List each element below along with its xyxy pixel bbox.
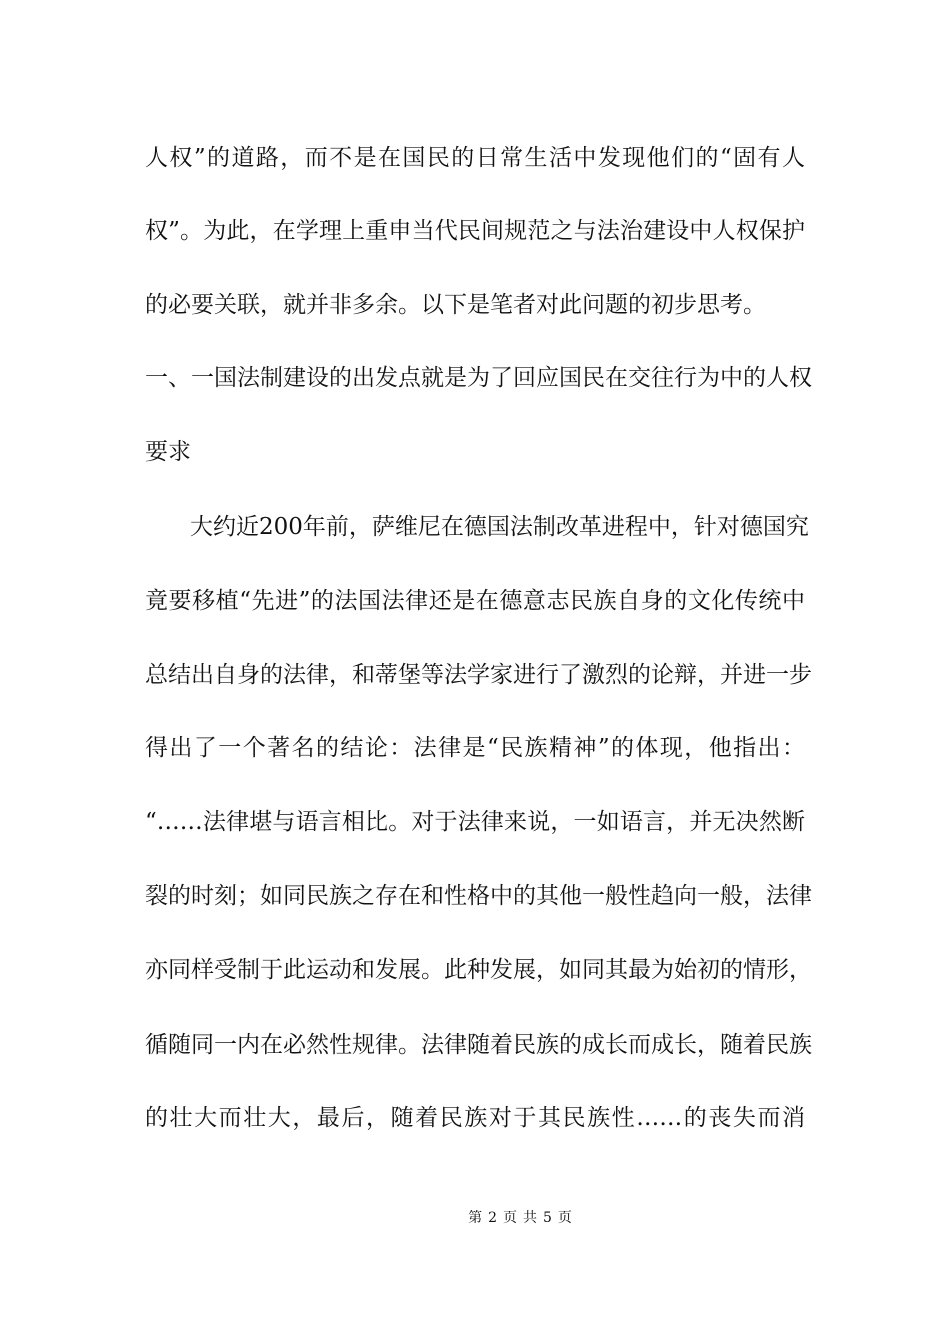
body-line: 的必要关联，就并非多余。以下是笔者对此问题的初步思考。 [145,292,766,318]
paragraph-first-line: 大约近200年前，萨维尼在德国法制改革进程中，针对德国究 [190,514,809,540]
footer-total-pages: 5 [543,1210,552,1226]
quote-line: 循随同一内在必然性规律。法律随着民族的成长而成长，随着民族 [145,1032,812,1058]
body-line: 人权”的道路，而不是在国民的日常生活中发现他们的“固有人 [145,145,805,171]
quote-line: 裂的时刻；如同民族之存在和性格中的其他一般性趋向一般，法律 [145,883,812,909]
footer-page-word: 页 [503,1210,517,1226]
footer-current-page: 2 [488,1210,497,1226]
quote-line: “……法律堪与语言相比。对于法律来说，一如语言，并无决然断 [145,809,805,835]
body-line: 得出了一个著名的结论：法律是“民族精神”的体现，他指出： [145,735,805,761]
footer-prefix: 第 [468,1210,483,1226]
section-heading-line: 一、一国法制建设的出发点就是为了回应国民在交往行为中的人权 [145,365,812,391]
body-line: 总结出自身的法律，和蒂堡等法学家进行了激烈的论辩，并进一步 [145,662,812,688]
quote-line: 的壮大而壮大，最后，随着民族对于其民族性……的丧失而消 [145,1105,805,1131]
body-line: 竟要移植“先进”的法国法律还是在德意志民族自身的文化传统中 [145,588,805,614]
footer-total-suffix: 页 [557,1210,572,1226]
page-footer [0,1209,950,1227]
body-line: 权”。为此，在学理上重申当代民间规范之与法治建设中人权保护 [145,218,805,244]
quote-line: 亦同样受制于此运动和发展。此种发展，如同其最为始初的情形， [145,957,812,983]
section-heading-line: 要求 [145,439,191,465]
footer-total-prefix: 共 [523,1210,537,1226]
